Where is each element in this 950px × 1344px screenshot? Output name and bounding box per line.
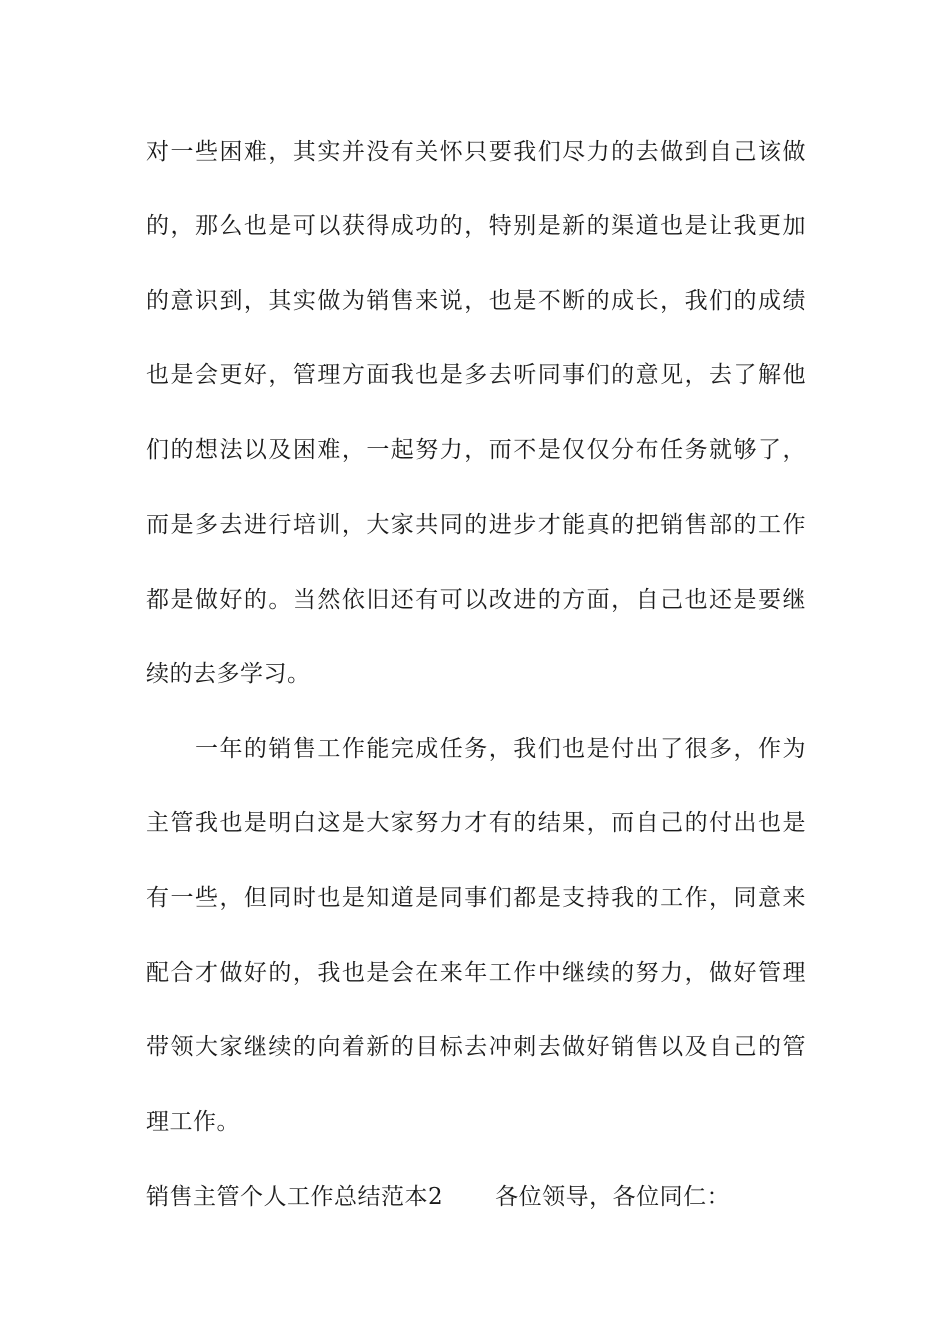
text-line: 都是做好的。当然依旧还有可以改进的方面，自己也还是要继	[146, 587, 806, 613]
text-line: 主管我也是明白这是大家努力才有的结果，而自己的付出也是	[146, 810, 806, 836]
text-line: 而是多去进行培训，大家共同的进步才能真的把销售部的工作	[146, 512, 806, 538]
text-line: 理工作。	[146, 1109, 240, 1135]
text-line: 也是会更好，管理方面我也是多去听同事们的意见，去了解他	[146, 362, 806, 388]
section-heading	[146, 1177, 730, 1217]
text-line: 带领大家继续的向着新的目标去冲刺去做好销售以及自己的管	[146, 1034, 806, 1060]
text-line: 们的想法以及困难，一起努力，而不是仅仅分布任务就够了，	[146, 437, 806, 463]
heading-title: 销售主管个人工作总结范本2	[146, 1184, 444, 1210]
text-line: 续的去多学习。	[146, 661, 311, 687]
text-line: 配合才做好的，我也是会在来年工作中继续的努力，做好管理	[146, 960, 806, 986]
text-line: 有一些，但同时也是知道是同事们都是支持我的工作，同意来	[146, 885, 806, 911]
text-line: 的，那么也是可以获得成功的，特别是新的渠道也是让我更加	[146, 213, 806, 239]
text-line: 一年的销售工作能完成任务，我们也是付出了很多，作为	[146, 736, 806, 762]
heading-greeting: 各位领导，各位同仁：	[495, 1184, 731, 1210]
text-line: 的意识到，其实做为销售来说，也是不断的成长，我们的成绩	[146, 288, 806, 314]
text-line: 对一些困难，其实并没有关怀只要我们尽力的去做到自己该做	[146, 139, 806, 165]
